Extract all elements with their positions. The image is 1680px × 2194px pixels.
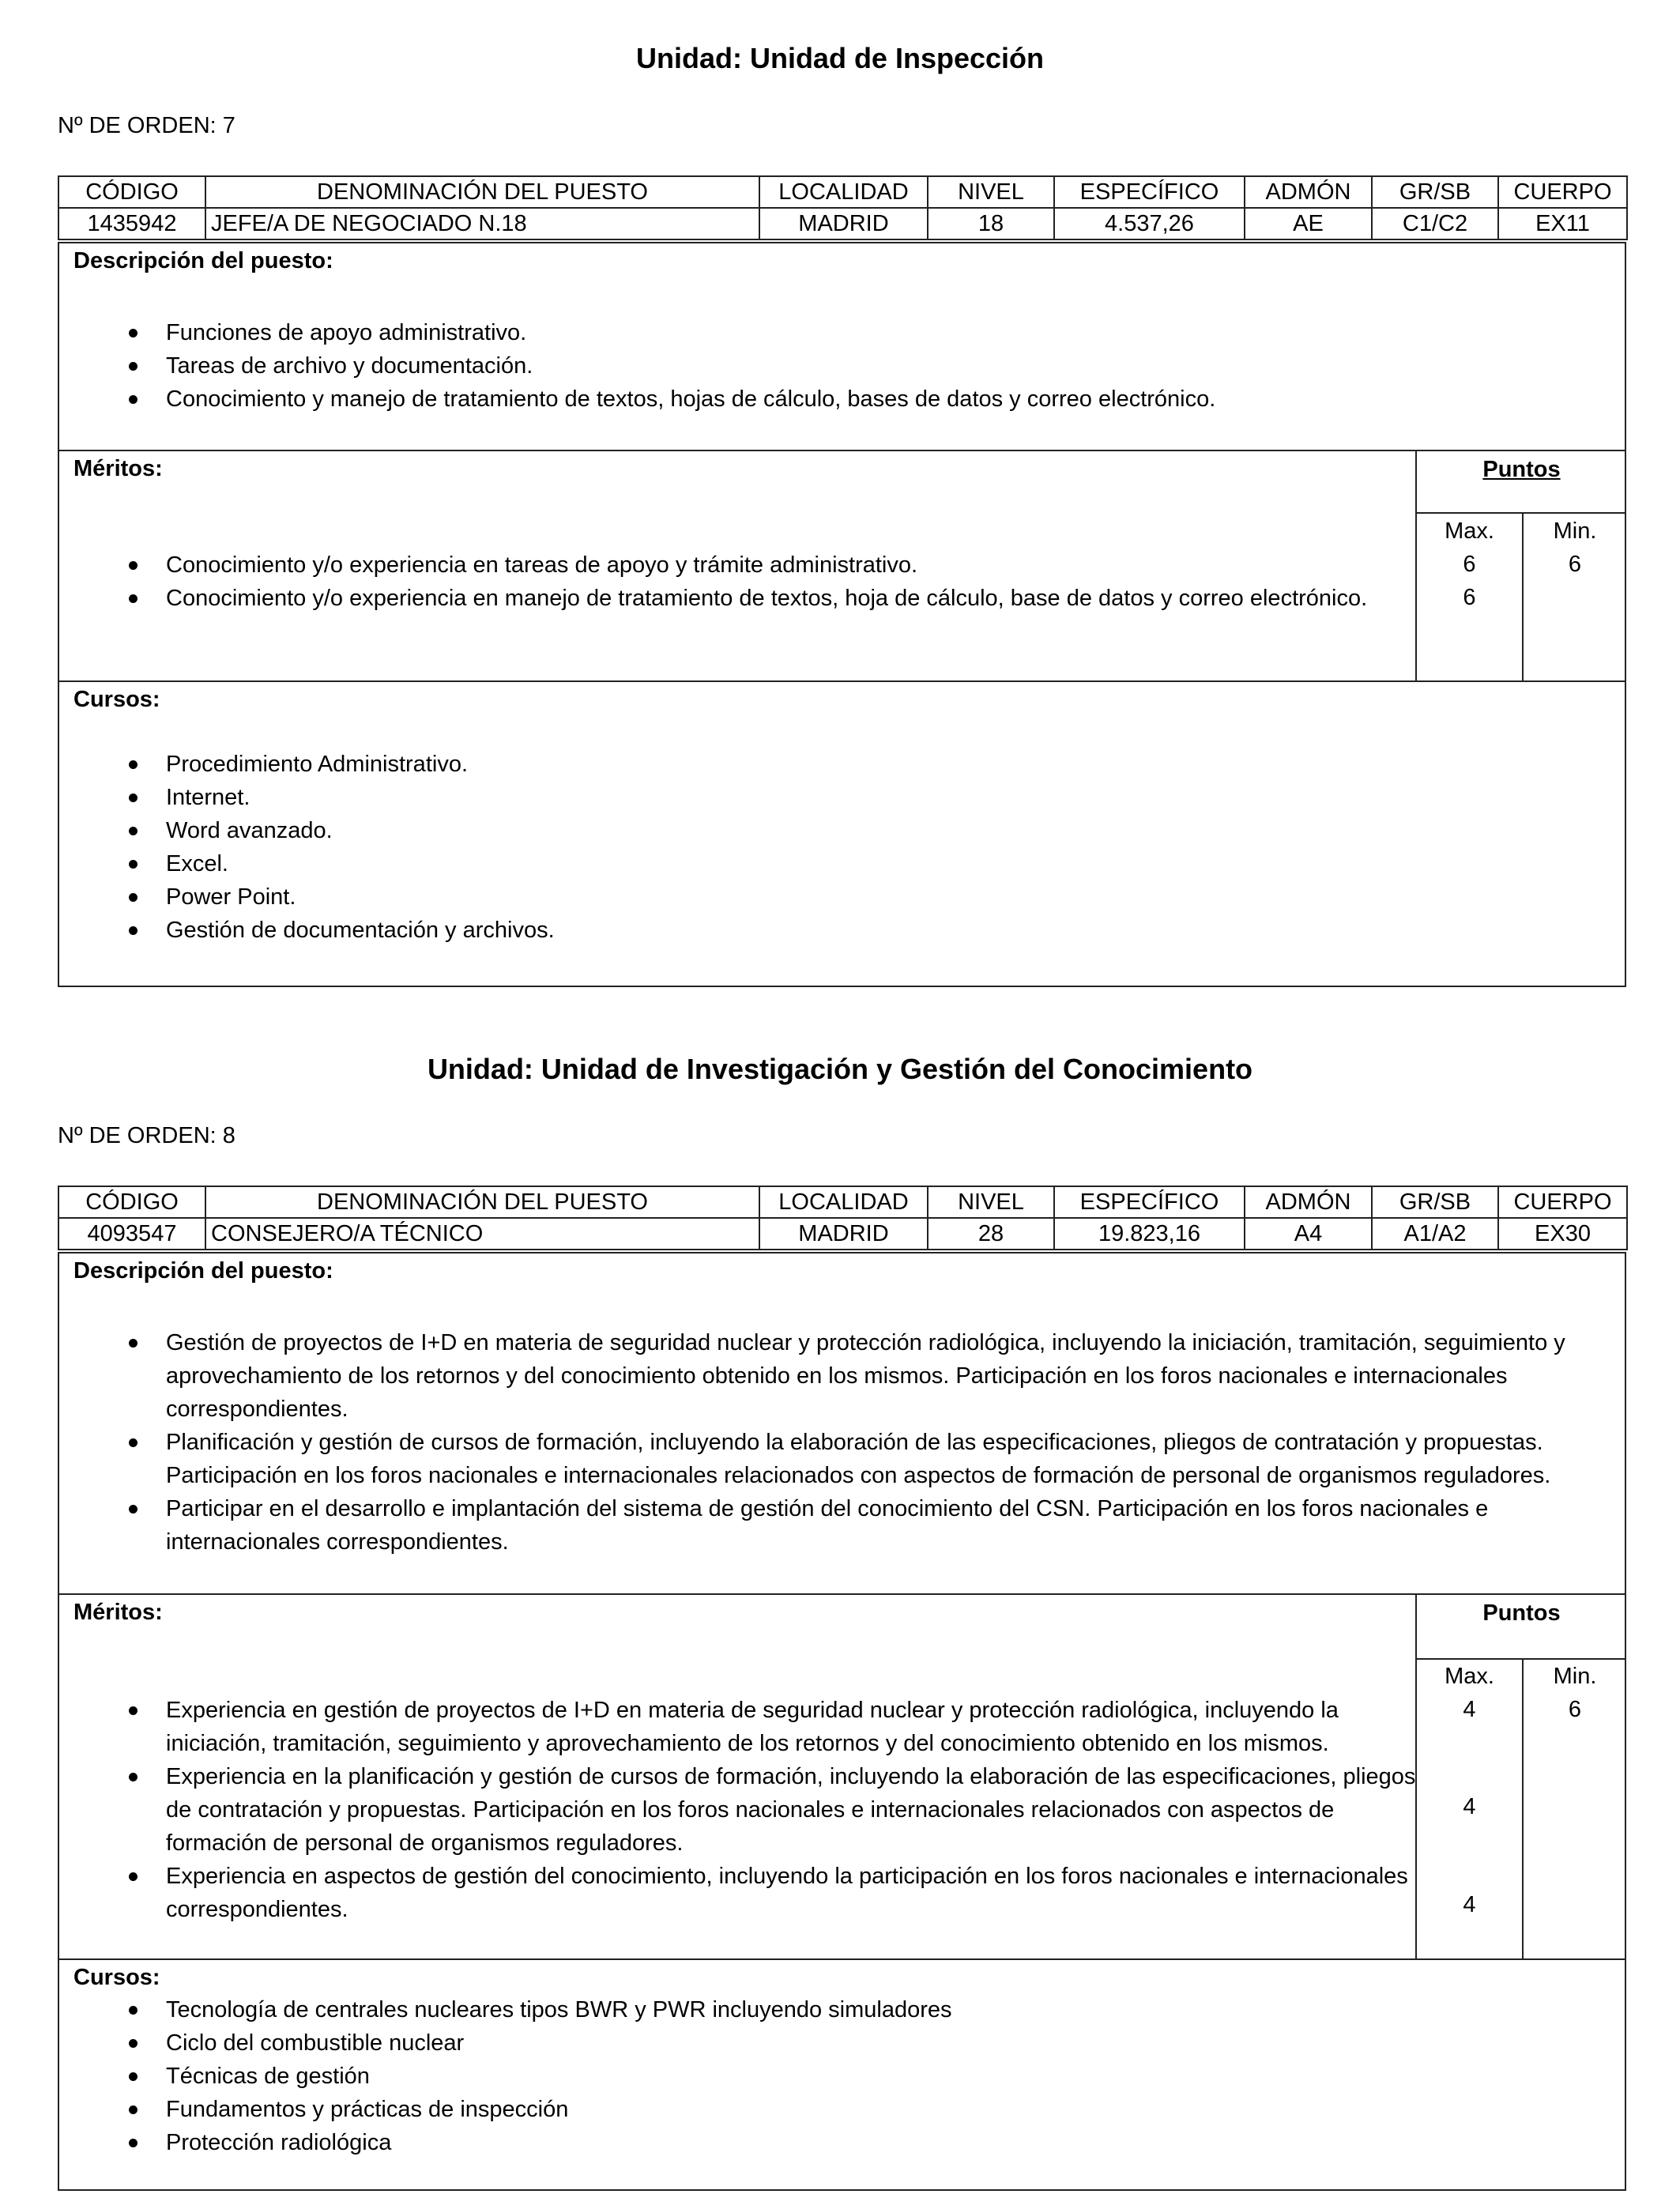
cursos-label: Cursos:	[73, 1965, 160, 1990]
min-value: 6	[1568, 552, 1582, 577]
list-item: Experiencia en la planificación y gestión de cursos de formación, incluyendo la elaboración de las especificaciones, pliegos de contratación y propuestas. Participación en los foros nacionales e internacionales relacionados con aspectos de formación de personal de organismos reguladores.	[59, 1760, 1418, 1860]
cell-cuerpo: EX11	[1498, 208, 1627, 239]
bullet-icon	[129, 1706, 137, 1715]
header-nivel: NIVEL	[928, 176, 1054, 208]
bullet-icon	[129, 760, 137, 769]
min-value: 6	[1568, 1697, 1582, 1722]
header-grsb: GR/SB	[1372, 1186, 1498, 1218]
list-item: Participar en el desarrollo e implantación del sistema de gestión del conocimiento del CSN. Participación en los foros nacionales e internacionales correspondientes.	[59, 1492, 1608, 1559]
bullet-icon	[129, 794, 137, 802]
bullet-icon	[129, 2105, 137, 2114]
descripcion-label: Descripción del puesto:	[73, 1258, 333, 1284]
header-codigo: CÓDIGO	[58, 1186, 205, 1218]
cursos-box-7	[58, 680, 1626, 987]
list-item: Word avanzado.	[59, 814, 1608, 847]
puntos-label: Puntos	[1482, 1600, 1561, 1626]
list-item: Power Point.	[59, 880, 1608, 914]
cell-admon: AE	[1245, 208, 1372, 239]
cell-codigo: 4093547	[58, 1218, 205, 1250]
orden-number-8: Nº DE ORDEN: 8	[58, 1123, 235, 1148]
bullet-icon	[129, 1438, 137, 1447]
max-column	[1417, 515, 1522, 614]
bullet-icon	[129, 2006, 137, 2015]
bullet-icon	[129, 329, 137, 337]
descripcion-box-7	[58, 242, 1626, 451]
meritos-label: Méritos:	[73, 1600, 163, 1625]
list-item: Internet.	[59, 781, 1608, 814]
bullet-icon	[129, 594, 137, 603]
bullet-icon	[129, 362, 137, 371]
descripcion-label: Descripción del puesto:	[73, 248, 333, 273]
min-label: Min.	[1553, 1664, 1597, 1689]
bullet-icon	[129, 893, 137, 902]
table-row	[58, 1218, 1627, 1250]
max-value: 4	[1463, 1892, 1476, 1917]
cell-grsb: C1/C2	[1372, 208, 1498, 239]
header-nivel: NIVEL	[928, 1186, 1054, 1218]
bullet-icon	[129, 827, 137, 835]
meritos-label: Méritos:	[73, 456, 163, 481]
list-item: Protección radiológica	[59, 2126, 1608, 2159]
header-admon: ADMÓN	[1245, 1186, 1372, 1218]
cell-localidad: MADRID	[759, 208, 928, 239]
cursos-list	[59, 748, 1608, 947]
header-especifico: ESPECÍFICO	[1054, 1186, 1245, 1218]
cell-nivel: 28	[928, 1218, 1054, 1250]
meritos-box-7	[58, 450, 1626, 682]
max-label: Max.	[1445, 1664, 1494, 1689]
header-cuerpo: CUERPO	[1498, 176, 1627, 208]
cell-grsb: A1/A2	[1372, 1218, 1498, 1250]
list-item: Tecnología de centrales nucleares tipos BWR y PWR incluyendo simuladores	[59, 1993, 1608, 2026]
header-codigo: CÓDIGO	[58, 176, 205, 208]
cursos-box-8	[58, 1958, 1626, 2191]
cell-denominacion: CONSEJERO/A TÉCNICO	[205, 1218, 759, 1250]
cell-cuerpo: EX30	[1498, 1218, 1627, 1250]
header-admon: ADMÓN	[1245, 176, 1372, 208]
list-item: Experiencia en aspectos de gestión del conocimiento, incluyendo la participación en los foros nacionales e internacionales correspondientes.	[59, 1860, 1418, 1926]
list-item: Gestión de proyectos de I+D en materia de seguridad nuclear y protección radiológica, incluyendo la iniciación, tramitación, seguimiento y aprovechamiento de los retornos y del conocimiento obtenido en los mismos. Participación en los foros nacionales e internacionales correspondientes.	[59, 1326, 1608, 1426]
bullet-icon	[129, 561, 137, 570]
unit-title-inspeccion: Unidad: Unidad de Inspección	[635, 42, 1045, 74]
meritos-list	[59, 548, 1418, 615]
unit-title-investigacion: Unidad: Unidad de Investigación y Gestión del Conocimiento	[427, 1053, 1253, 1085]
header-cuerpo: CUERPO	[1498, 1186, 1627, 1218]
orden-number-7: Nº DE ORDEN: 7	[58, 113, 235, 138]
puntos-header-divider	[1415, 512, 1626, 514]
list-item: Fundamentos y prácticas de inspección	[59, 2093, 1608, 2126]
list-item: Tareas de archivo y documentación.	[59, 349, 1608, 383]
descripcion-list	[59, 1326, 1608, 1559]
max-value: 6	[1463, 552, 1476, 577]
bullet-icon	[129, 2039, 137, 2048]
header-grsb: GR/SB	[1372, 176, 1498, 208]
header-localidad: LOCALIDAD	[759, 1186, 928, 1218]
bullet-icon	[129, 926, 137, 935]
bullet-icon	[129, 395, 137, 404]
meritos-box-8	[58, 1593, 1626, 1960]
list-item: Excel.	[59, 847, 1608, 880]
cell-especifico: 4.537,26	[1054, 208, 1245, 239]
puntos-label: Puntos	[1482, 457, 1561, 482]
list-item: Conocimiento y/o experiencia en manejo de tratamiento de textos, hoja de cálculo, base de datos y correo electrónico.	[59, 582, 1418, 615]
table-row	[58, 208, 1627, 239]
list-item: Técnicas de gestión	[59, 2060, 1608, 2093]
min-label: Min.	[1553, 518, 1597, 544]
list-item: Experiencia en gestión de proyectos de I+D en materia de seguridad nuclear y protección radiológica, incluyendo la iniciación, tramitación, seguimiento y aprovechamiento de los retornos y del conocimiento obtenido en los mismos.	[59, 1694, 1418, 1760]
max-value: 4	[1463, 1697, 1476, 1722]
cell-nivel: 18	[928, 208, 1054, 239]
list-item: Planificación y gestión de cursos de formación, incluyendo la elaboración de las especificaciones, pliegos de contratación y propuestas. Participación en los foros nacionales e internacionales relacionados con aspectos de formación de personal de organismos reguladores.	[59, 1426, 1608, 1492]
puesto-table-8	[58, 1186, 1628, 1250]
list-item: Conocimiento y/o experiencia en tareas de apoyo y trámite administrativo.	[59, 548, 1418, 582]
list-item: Conocimiento y manejo de tratamiento de textos, hojas de cálculo, bases de datos y correo electrónico.	[59, 383, 1608, 416]
max-label: Max.	[1445, 518, 1494, 544]
meritos-list	[59, 1694, 1418, 1926]
bullet-icon	[129, 2072, 137, 2081]
header-especifico: ESPECÍFICO	[1054, 176, 1245, 208]
list-item: Gestión de documentación y archivos.	[59, 914, 1608, 947]
cell-localidad: MADRID	[759, 1218, 928, 1250]
puesto-table-7	[58, 175, 1628, 240]
bullet-icon	[129, 860, 137, 869]
list-item: Ciclo del combustible nuclear	[59, 2026, 1608, 2060]
header-denominacion: DENOMINACIÓN DEL PUESTO	[205, 1186, 759, 1218]
table-header-row	[58, 1186, 1627, 1218]
cursos-label: Cursos:	[73, 687, 160, 712]
table-header-row	[58, 176, 1627, 208]
cell-especifico: 19.823,16	[1054, 1218, 1245, 1250]
cursos-list	[59, 1993, 1608, 2159]
header-localidad: LOCALIDAD	[759, 176, 928, 208]
bullet-icon	[129, 2139, 137, 2147]
list-item: Funciones de apoyo administrativo.	[59, 316, 1608, 349]
descripcion-list	[59, 316, 1608, 416]
descripcion-box-8	[58, 1252, 1626, 1595]
min-column	[1524, 515, 1626, 581]
cell-codigo: 1435942	[58, 208, 205, 239]
cell-admon: A4	[1245, 1218, 1372, 1250]
cell-denominacion: JEFE/A DE NEGOCIADO N.18	[205, 208, 759, 239]
max-value: 4	[1463, 1794, 1476, 1819]
bullet-icon	[129, 1773, 137, 1781]
max-value: 6	[1463, 585, 1476, 610]
list-item: Procedimiento Administrativo.	[59, 748, 1608, 781]
header-denominacion: DENOMINACIÓN DEL PUESTO	[205, 176, 759, 208]
bullet-icon	[129, 1872, 137, 1881]
bullet-icon	[129, 1339, 137, 1348]
bullet-icon	[129, 1505, 137, 1514]
